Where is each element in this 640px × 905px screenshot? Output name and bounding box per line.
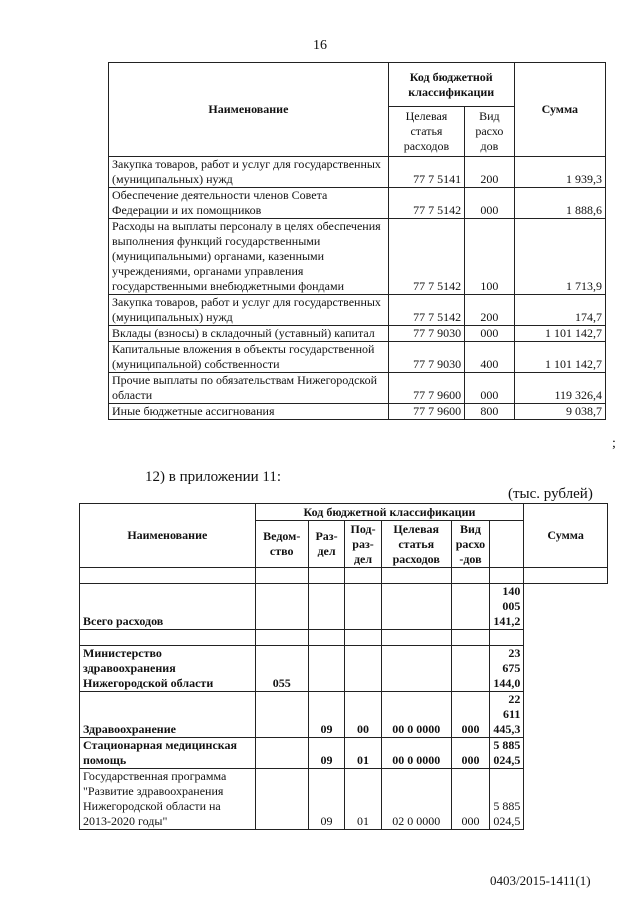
row-vid: 000 xyxy=(465,188,515,219)
header-code-group: Код бюджетной классификации xyxy=(255,504,524,521)
row-razdel: 09 xyxy=(308,738,344,769)
budget-table-1 xyxy=(108,62,606,420)
header-row xyxy=(80,504,608,521)
row-ved: 055 xyxy=(255,646,308,692)
table-row xyxy=(80,584,608,630)
units-label: (тыс. рублей) xyxy=(508,486,593,502)
row-sum: 119 326,4 xyxy=(514,373,605,404)
table-row xyxy=(109,342,606,373)
row-name: Государственная программа "Развитие здравоохранения Нижегородской области на 2013-2020 годы" xyxy=(80,769,256,830)
table-row xyxy=(80,738,608,769)
row-razdel xyxy=(308,584,344,630)
row-name: Всего расходов xyxy=(80,584,256,630)
header-vid: Вид расхо -дов xyxy=(451,521,490,568)
row-sum: 1 101 142,7 xyxy=(514,342,605,373)
row-vid: 100 xyxy=(465,219,515,295)
table-row xyxy=(109,295,606,326)
row-sum: 23 675 144,0 xyxy=(490,646,524,692)
row-sum: 1 713,9 xyxy=(514,219,605,295)
row-code: 77 7 9030 xyxy=(388,326,464,342)
row-razdel: 09 xyxy=(308,769,344,830)
spacer-row xyxy=(80,568,608,584)
row-podrazdel: 01 xyxy=(345,769,382,830)
table-row xyxy=(109,404,606,420)
row-code: 77 7 5141 xyxy=(388,157,464,188)
row-razdel xyxy=(308,646,344,692)
table-row xyxy=(109,326,606,342)
spacer-row xyxy=(80,630,608,646)
row-podrazdel xyxy=(345,584,382,630)
row-vid: 000 xyxy=(465,373,515,404)
header-target: Целевая статья расходов xyxy=(388,107,464,157)
header-name: Наименование xyxy=(80,504,256,568)
row-vid: 200 xyxy=(465,157,515,188)
row-ved xyxy=(255,738,308,769)
row-sum: 9 038,7 xyxy=(514,404,605,420)
table-row xyxy=(109,219,606,295)
row-podrazdel: 01 xyxy=(345,738,382,769)
row-vid: 000 xyxy=(465,326,515,342)
row-sum: 140 005 141,2 xyxy=(490,584,524,630)
row-target: 00 0 0000 xyxy=(381,692,451,738)
table-row xyxy=(109,373,606,404)
row-vid: 000 xyxy=(451,769,490,830)
row-razdel: 09 xyxy=(308,692,344,738)
document-code: 0403/2015-1411(1) xyxy=(490,873,591,888)
row-name: Закупка товаров, работ и услуг для государственных (муниципальных) нужд xyxy=(109,295,389,326)
row-code: 77 7 5142 xyxy=(388,219,464,295)
row-podrazdel: 00 xyxy=(345,692,382,738)
row-code: 77 7 9030 xyxy=(388,342,464,373)
section-title: 12) в приложении 11: xyxy=(145,469,282,485)
header-row xyxy=(109,63,606,107)
row-target xyxy=(381,646,451,692)
row-vid: 400 xyxy=(465,342,515,373)
row-name: Закупка товаров, работ и услуг для государственных (муниципальных) нужд xyxy=(109,157,389,188)
table-row xyxy=(109,157,606,188)
row-name: Стационарная медицинская помощь xyxy=(80,738,256,769)
header-code-group: Код бюджетной классификации xyxy=(388,63,514,107)
table-row xyxy=(80,769,608,830)
row-sum: 5 885 024,5 xyxy=(490,769,524,830)
row-sum: 22 611 445,3 xyxy=(490,692,524,738)
row-code: 77 7 5142 xyxy=(388,295,464,326)
row-podrazdel xyxy=(345,646,382,692)
row-name: Капитальные вложения в объекты государственной (муниципальной) собственности xyxy=(109,342,389,373)
row-name: Иные бюджетные ассигнования xyxy=(109,404,389,420)
row-sum: 1 101 142,7 xyxy=(514,326,605,342)
row-target: 00 0 0000 xyxy=(381,738,451,769)
row-code: 77 7 9600 xyxy=(388,373,464,404)
header-ved: Ведом- ство xyxy=(255,521,308,568)
table-row xyxy=(80,646,608,692)
row-sum: 174,7 xyxy=(514,295,605,326)
row-ved xyxy=(255,769,308,830)
row-sum: 1 939,3 xyxy=(514,157,605,188)
header-target: Целевая статья расходов xyxy=(381,521,451,568)
row-sum: 5 885 024,5 xyxy=(490,738,524,769)
row-name: Обеспечение деятельности членов Совета Федерации и их помощников xyxy=(109,188,389,219)
row-code: 77 7 9600 xyxy=(388,404,464,420)
row-ved xyxy=(255,584,308,630)
header-name: Наименование xyxy=(109,63,389,157)
table-trailing-semicolon: ; xyxy=(612,436,616,451)
row-code: 77 7 5142 xyxy=(388,188,464,219)
header-sum: Сумма xyxy=(524,504,608,568)
header-vid: Вид расхо дов xyxy=(465,107,515,157)
row-vid: 800 xyxy=(465,404,515,420)
row-name: Министерство здравоохранения Нижегородской области xyxy=(80,646,256,692)
row-name: Вклады (взносы) в складочный (уставный) капитал xyxy=(109,326,389,342)
header-razdel: Раз- дел xyxy=(308,521,344,568)
header-sum: Сумма xyxy=(514,63,605,157)
page-number: 16 xyxy=(313,38,327,53)
row-vid: 200 xyxy=(465,295,515,326)
row-vid: 000 xyxy=(451,692,490,738)
row-sum: 1 888,6 xyxy=(514,188,605,219)
row-vid xyxy=(451,584,490,630)
budget-table-2 xyxy=(79,503,608,830)
row-vid: 000 xyxy=(451,738,490,769)
row-name: Здравоохранение xyxy=(80,692,256,738)
row-vid xyxy=(451,646,490,692)
header-podrazdel: Под- раз- дел xyxy=(345,521,382,568)
row-ved xyxy=(255,692,308,738)
row-name: Прочие выплаты по обязательствам Нижегородской области xyxy=(109,373,389,404)
row-target xyxy=(381,584,451,630)
row-target: 02 0 0000 xyxy=(381,769,451,830)
row-name: Расходы на выплаты персоналу в целях обеспечения выполнения функций государственными (муниципальными) органами, казенными учреждениями, органами управления государственными внебюджетными фондами xyxy=(109,219,389,295)
table-row xyxy=(109,188,606,219)
table-row xyxy=(80,692,608,738)
